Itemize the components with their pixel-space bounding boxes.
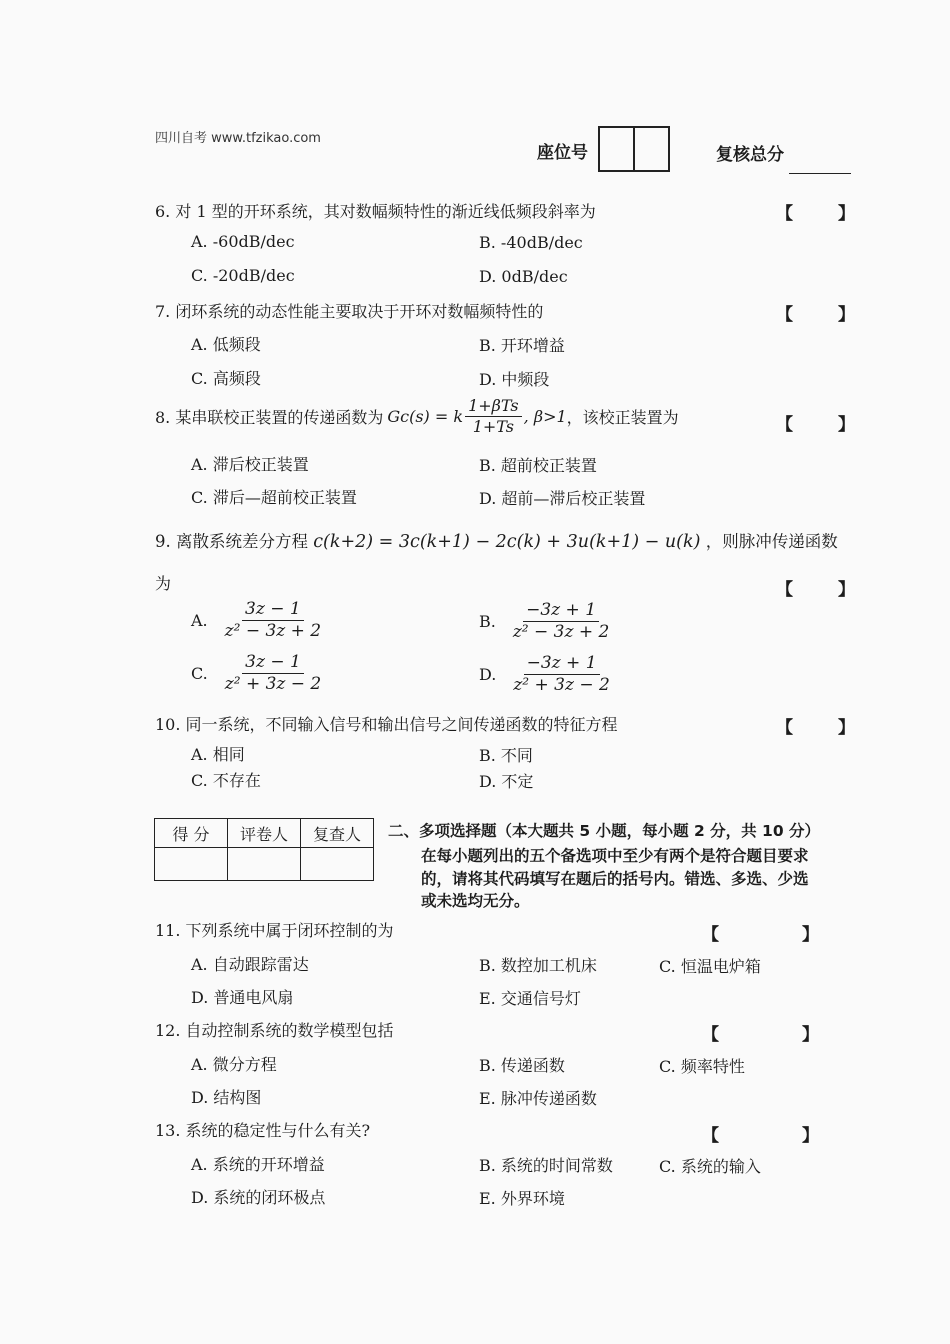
q9-option-numerator: 3z − 1 xyxy=(242,652,304,674)
answer-bracket-open: 【 xyxy=(776,580,793,600)
q13-option-d: D. 系统的闭环极点 xyxy=(191,1188,326,1207)
question-8-stem xyxy=(155,396,679,437)
answer-bracket-open: 【 xyxy=(776,305,793,325)
question-10-stem: 10. 同一系统，不同输入信号和输出信号之间传递函数的特征方程 xyxy=(155,715,618,734)
section-2-desc-line: 或未选均无分。 xyxy=(421,892,530,910)
q12-option-e: E. 脉冲传递函数 xyxy=(479,1089,597,1108)
header-site: 四川自考 www.tfzikao.com xyxy=(155,131,321,146)
q9-option-fraction xyxy=(222,652,324,696)
section-2-desc-line: 在每小题列出的五个备选项中至少有两个是符合题目要求 xyxy=(421,847,809,865)
q10-option-b: B. 不同 xyxy=(479,746,533,765)
q10-option-a: A. 相同 xyxy=(191,745,245,764)
q13-option-a: A. 系统的开环增益 xyxy=(191,1155,325,1174)
q8-option-d: D. 超前—滞后校正装置 xyxy=(479,489,646,508)
answer-bracket-open: 【 xyxy=(702,925,719,945)
score-cell xyxy=(155,848,228,881)
q12-option-b: B. 传递函数 xyxy=(479,1056,565,1075)
q9-option-fraction xyxy=(510,653,612,697)
answer-bracket-close: 】 xyxy=(838,580,855,600)
q9-option-d xyxy=(479,653,615,697)
answer-bracket-open: 【 xyxy=(776,204,793,224)
q9-option-b xyxy=(479,600,614,644)
q10-option-d: D. 不定 xyxy=(479,772,534,791)
q6-option-a: A. -60dB/dec xyxy=(191,232,295,251)
q7-option-c: C. 高频段 xyxy=(191,369,261,388)
answer-bracket-open: 【 xyxy=(776,718,793,738)
q6-option-d: D. 0dB/dec xyxy=(479,267,568,286)
answer-bracket-close: 】 xyxy=(802,1126,819,1146)
answer-bracket-close: 】 xyxy=(838,718,855,738)
q11-option-c: C. 恒温电炉箱 xyxy=(659,957,761,976)
reviewer-cell xyxy=(301,848,374,881)
question-6-stem: 6. 对 1 型的开环系统，其对数幅频特性的渐近线低频段斜率为 xyxy=(155,202,596,221)
question-12-stem: 12. 自动控制系统的数学模型包括 xyxy=(155,1021,394,1040)
q8-formula-condition: , β>1 xyxy=(523,407,567,426)
score-header: 得 分 xyxy=(155,819,228,848)
answer-bracket-close: 】 xyxy=(838,305,855,325)
question-13-stem: 13. 系统的稳定性与什么有关? xyxy=(155,1121,371,1140)
q6-option-c: C. -20dB/dec xyxy=(191,266,295,285)
q11-option-d: D. 普通电风扇 xyxy=(191,988,294,1007)
score-table xyxy=(154,818,374,881)
q9-option-denominator: z² − 3z + 2 xyxy=(224,621,322,642)
q9-option-denominator: z² + 3z − 2 xyxy=(513,675,610,696)
q11-option-e: E. 交通信号灯 xyxy=(479,989,581,1008)
q9-option-label: C. xyxy=(191,664,208,684)
answer-bracket-close: 】 xyxy=(838,415,855,435)
q9-option-fraction xyxy=(510,600,612,644)
q9-formula: c(k+2) = 3c(k+1) − 2c(k) + 3u(k+1) − u(k) xyxy=(313,532,701,552)
answer-bracket-close: 】 xyxy=(802,925,819,945)
q12-option-d: D. 结构图 xyxy=(191,1088,262,1107)
q9-stem-continuation: 为 xyxy=(155,574,172,593)
section-2-title: 二、多项选择题（本大题共 5 小题，每小题 2 分，共 10 分） xyxy=(388,822,821,840)
q9-option-numerator: 3z − 1 xyxy=(242,599,304,621)
q9-option-denominator: z² + 3z − 2 xyxy=(224,674,322,695)
review-total-line xyxy=(789,173,851,174)
q11-option-a: A. 自动跟踪雷达 xyxy=(191,955,309,974)
seat-number-box xyxy=(598,126,670,172)
q9-option-label: A. xyxy=(191,611,208,631)
answer-bracket-close: 】 xyxy=(802,1025,819,1045)
question-11-stem: 11. 下列系统中属于闭环控制的为 xyxy=(155,921,394,940)
q9-option-label: B. xyxy=(479,612,496,632)
q9-option-label: D. xyxy=(479,665,497,685)
q6-option-b: B. -40dB/dec xyxy=(479,233,583,252)
q7-option-a: A. 低频段 xyxy=(191,335,261,354)
q9-stem-prefix: 9. 离散系统差分方程 xyxy=(155,532,308,551)
q12-option-c: C. 频率特性 xyxy=(659,1057,745,1076)
review-total-label: 复核总分 xyxy=(716,145,784,165)
grader-cell xyxy=(228,848,301,881)
question-9-stem xyxy=(155,528,838,552)
q9-option-numerator: −3z + 1 xyxy=(524,653,600,675)
seat-number-label: 座位号 xyxy=(537,143,588,163)
q10-option-c: C. 不存在 xyxy=(191,771,261,790)
grader-header: 评卷人 xyxy=(228,819,301,848)
q9-option-c xyxy=(191,652,326,696)
answer-bracket-open: 【 xyxy=(776,415,793,435)
answer-bracket-open: 【 xyxy=(702,1126,719,1146)
q8-formula-denominator: 1+Ts xyxy=(472,417,515,436)
answer-bracket-open: 【 xyxy=(702,1025,719,1045)
q8-option-c: C. 滞后—超前校正装置 xyxy=(191,488,357,507)
q12-option-a: A. 微分方程 xyxy=(191,1055,277,1074)
q7-option-b: B. 开环增益 xyxy=(479,336,565,355)
q11-option-b: B. 数控加工机床 xyxy=(479,956,597,975)
q9-option-numerator: −3z + 1 xyxy=(523,600,599,622)
q8-formula-numerator: 1+βTs xyxy=(465,396,522,417)
q7-option-d: D. 中频段 xyxy=(479,370,550,389)
section-2-desc-line: 的，请将其代码填写在题后的括号内。错选、多选、少选 xyxy=(421,870,809,888)
q9-stem-suffix: ，则脉冲传递函数 xyxy=(705,532,838,551)
q9-option-denominator: z² − 3z + 2 xyxy=(512,622,610,643)
q8-stem-suffix: ，该校正装置为 xyxy=(566,408,679,427)
q8-formula-lhs: Gc(s) = k xyxy=(387,407,464,426)
q13-option-c: C. 系统的输入 xyxy=(659,1157,761,1176)
q8-formula-fraction xyxy=(465,396,522,437)
q8-option-b: B. 超前校正装置 xyxy=(479,456,597,475)
q9-option-a xyxy=(191,599,326,643)
reviewer-header: 复查人 xyxy=(301,819,374,848)
q13-option-b: B. 系统的时间常数 xyxy=(479,1156,613,1175)
q9-option-fraction xyxy=(222,599,324,643)
q13-option-e: E. 外界环境 xyxy=(479,1189,565,1208)
question-7-stem: 7. 闭环系统的动态性能主要取决于开环对数幅频特性的 xyxy=(155,302,544,321)
q8-option-a: A. 滞后校正装置 xyxy=(191,455,309,474)
answer-bracket-close: 】 xyxy=(838,204,855,224)
q8-stem-prefix: 8. 某串联校正装置的传递函数为 xyxy=(155,408,384,427)
